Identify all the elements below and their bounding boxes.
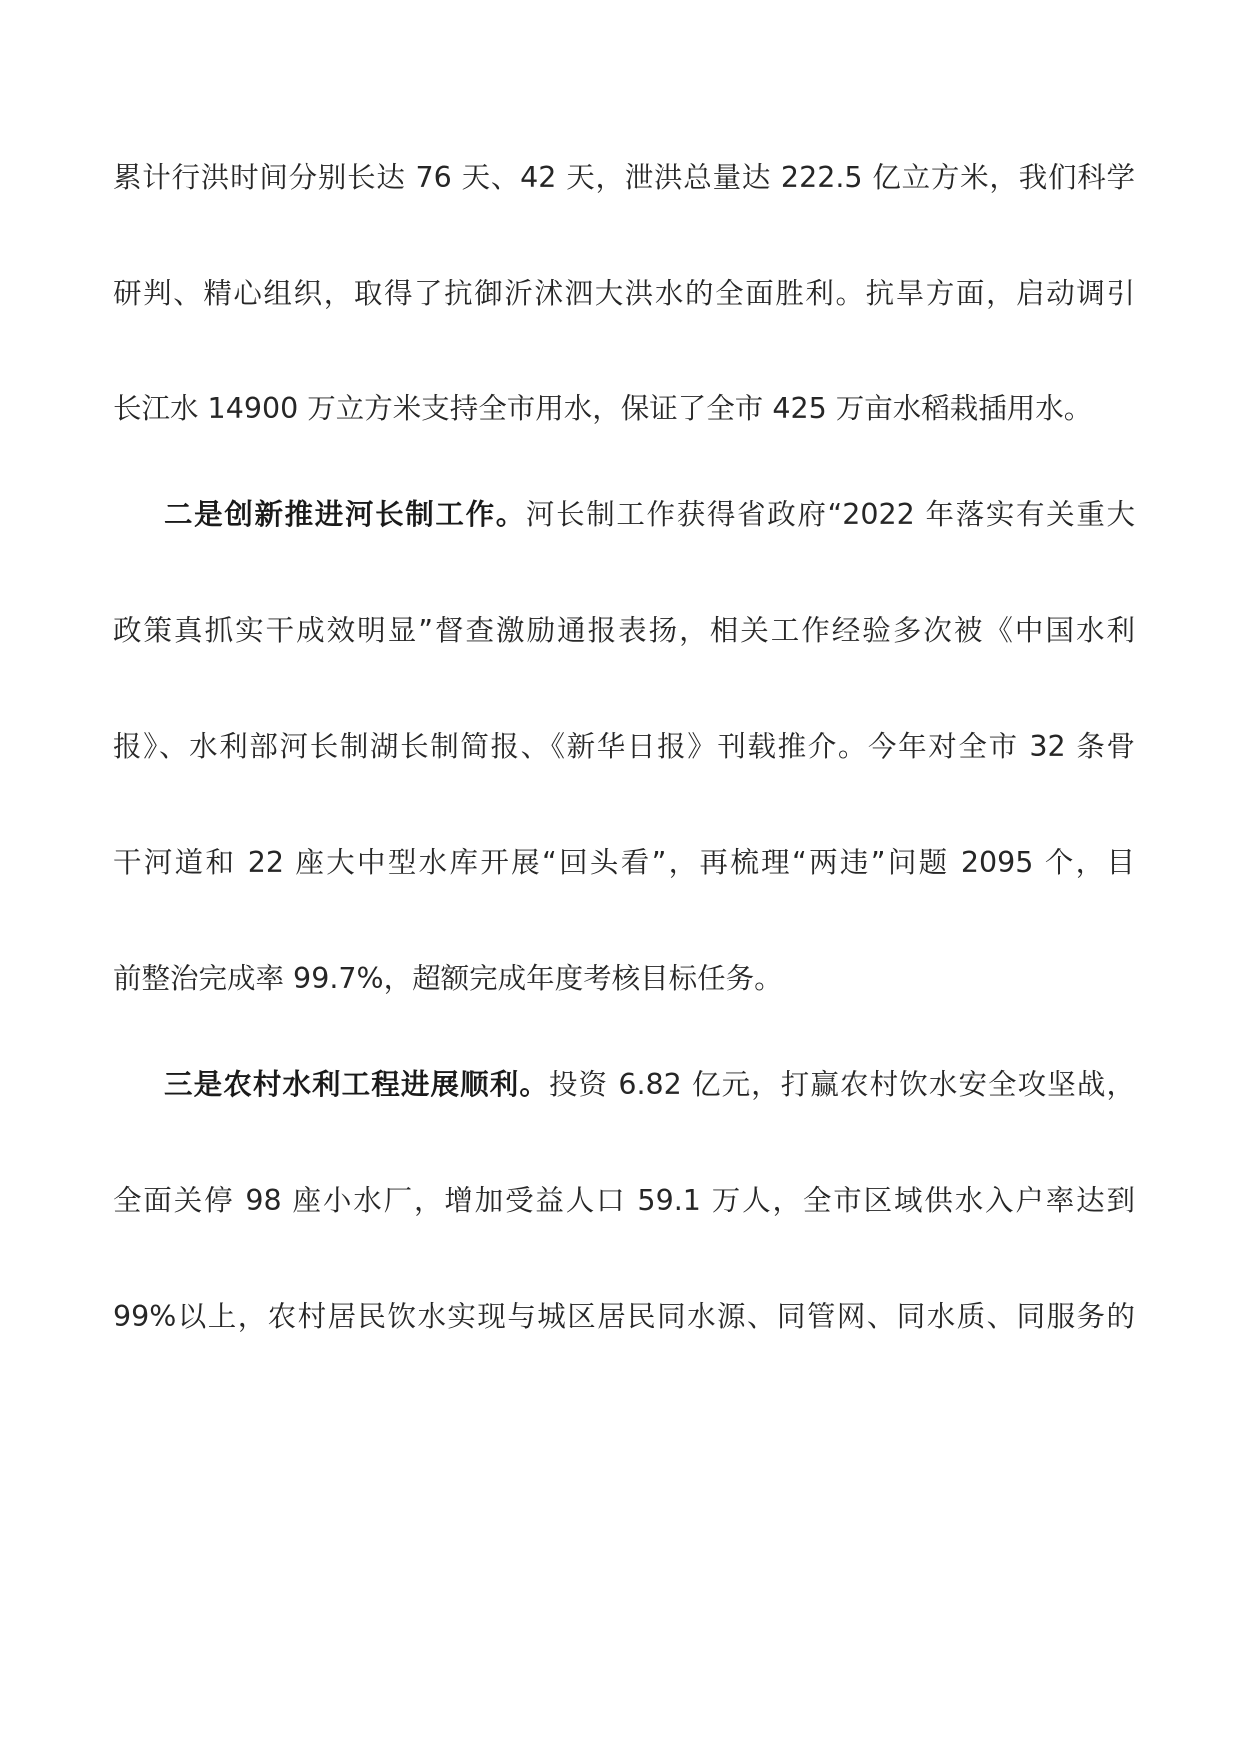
paragraph-3-line-1-text: 投资 6.82 亿元，打赢农村饮水安全攻坚战， [548,1068,1135,1101]
paragraph-3-line-3: 99%以上，农村居民饮水实现与城区居民同水源、同管网、同水质、同服务的 [113,1300,1135,1333]
paragraph-2-line-5: 前整治完成率 99.7%，超额完成年度考核目标任务。 [113,962,783,995]
paragraph-2-line-1 [164,495,1135,535]
paragraph-1-line-3: 长江水 14900 万立方米支持全市用水，保证了全市 425 万亩水稻栽插用水。 [113,392,1093,425]
paragraph-3-line-2: 全面关停 98 座小水厂，增加受益人口 59.1 万人，全市区域供水入户率达到 [113,1184,1135,1217]
paragraph-2-heading: 二是创新推进河长制工作。 [164,498,526,531]
paragraph-2-line-1-text: 河长制工作获得省政府“2022 年落实有关重大 [525,498,1135,531]
paragraph-1-line-1: 累计行洪时间分别长达 76 天、42 天，泄洪总量达 222.5 亿立方米，我们科学 [113,161,1135,194]
paragraph-2-line-2: 政策真抓实干成效明显”督查激励通报表扬，相关工作经验多次被《中国水利 [113,614,1135,647]
paragraph-2-line-3: 报》、水利部河长制湖长制简报、《新华日报》刊载推介。今年对全市 32 条骨 [113,730,1135,763]
paragraph-1-line-2: 研判、精心组织，取得了抗御沂沭泗大洪水的全面胜利。抗旱方面，启动调引 [113,277,1135,310]
paragraph-2-line-4: 干河道和 22 座大中型水库开展“回头看”，再梳理“两违”问题 2095 个，目 [113,846,1135,879]
paragraph-3-heading: 三是农村水利工程进展顺利。 [164,1068,549,1101]
paragraph-3-line-1 [164,1065,1135,1105]
